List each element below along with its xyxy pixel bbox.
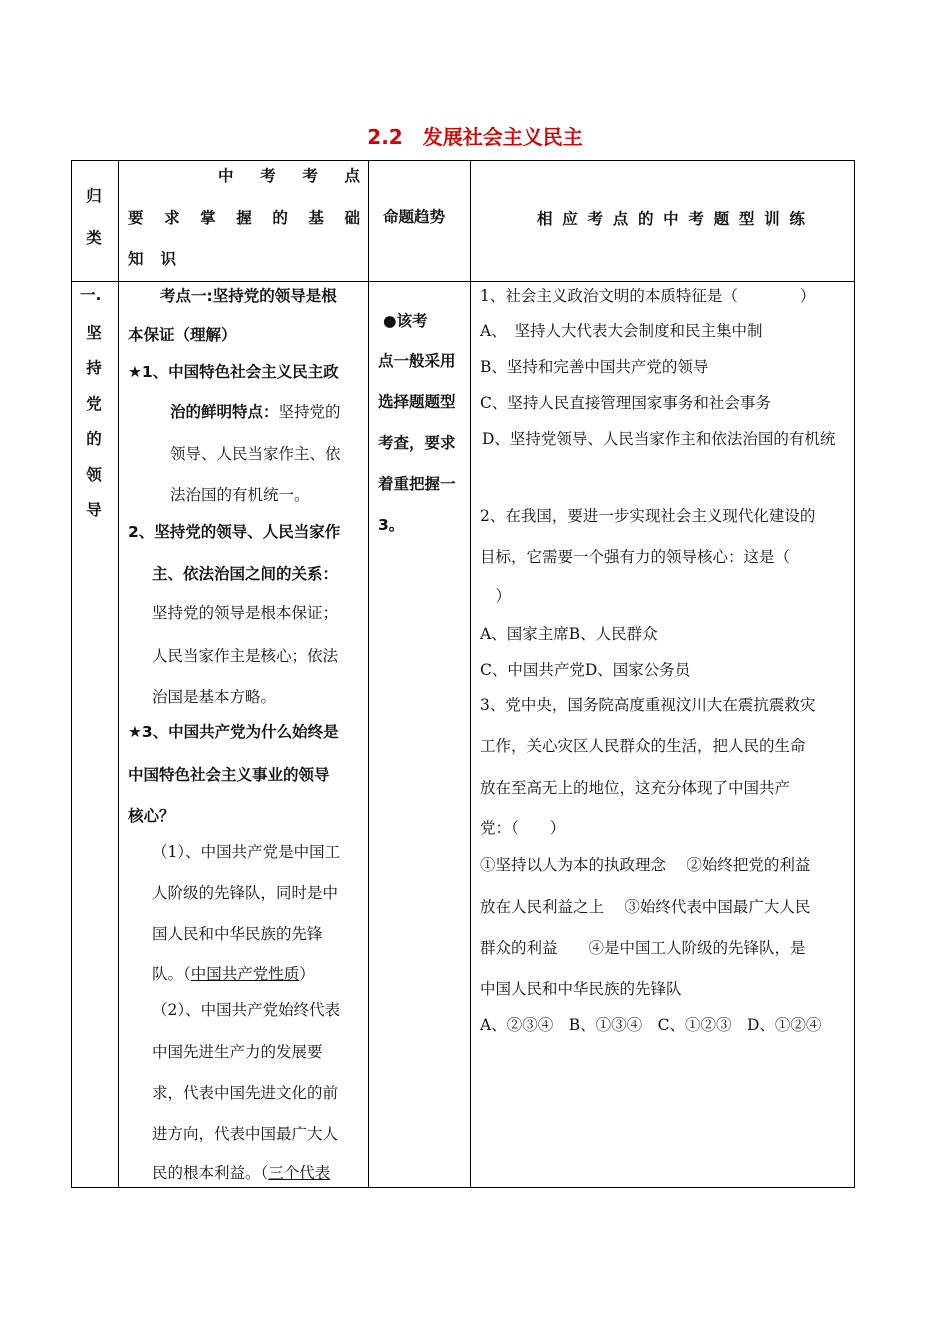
trend-line: 3。 [378,516,405,534]
header-questions [537,207,805,229]
question-1-option: A、 坚持人大代表大会制度和民主集中制 [480,322,763,340]
knowledge-line: 人阶级的先锋队，同时是中 [152,884,339,902]
three-represents-note: 三个代表 [268,1164,331,1182]
header-knowledge-line1 [218,164,360,186]
category-char: 导 [86,501,102,519]
header-char: 求 [164,209,180,227]
knowledge-line: 治国是基本方略。 [152,688,277,706]
knowledge-line: 国人民和中华民族的先锋 [152,925,323,943]
knowledge-line: 法治国的有机统一。 [170,486,310,504]
question-2: 目标，它需要一个强有力的领导核心：这是（ [480,548,791,566]
trend-line: 考查，要求 [378,434,456,452]
table-col-divider-2 [368,160,369,1188]
header-char: 训 [764,210,780,228]
table-bottom-border [71,1187,855,1188]
question-1-option: D、坚持党领导、人民当家作主和依法治国的有机统 [482,430,836,448]
knowledge-text: 坚持党的 [278,403,341,421]
header-char: 相 [537,210,553,228]
header-char: 础 [344,209,360,227]
header-char: 练 [789,210,805,228]
category-char: 坚 [86,324,102,342]
knowledge-line: 中国先进生产力的发展要 [152,1043,323,1061]
knowledge-line: 进方向，代表中国最广大人 [152,1125,339,1143]
header-char: 考 [260,167,276,185]
header-char: 型 [738,210,755,228]
header-char: 考 [302,167,318,185]
header-char: 考 [688,210,704,228]
trend-line: 选择题题型 [378,393,456,411]
question-2: ） [480,587,512,605]
knowledge-line: 坚持党的领导是根本保证； [152,604,339,622]
header-char: 考 [587,210,603,228]
knowledge-line [152,964,315,984]
header-char: 的 [637,210,654,228]
knowledge-text: 治的鲜明特点： [170,403,279,421]
knowledge-line: 本保证（理解） [128,326,237,344]
trend-line: 点一般采用 [378,352,456,370]
question-3-statement: 放在人民利益之上 ③始终代表中国最广大人民 [480,898,811,916]
knowledge-line [170,402,341,422]
question-2-option: A、国家主席B、人民群众 [480,625,658,643]
table-header-divider [71,281,855,282]
knowledge-line: ★3、中国共产党为什么始终是 [128,723,339,741]
question-3: 党：（ ） [480,819,566,837]
header-char: 的 [272,209,288,227]
knowledge-line: 人民当家作主是核心；依法 [152,647,339,665]
header-char: 握 [236,209,252,227]
knowledge-line: 求，代表中国先进文化的前 [152,1084,339,1102]
header-char: 应 [562,210,578,228]
table-top-border [71,160,855,161]
question-3: 工作，关心灾区人民群众的生活，把人民的生命 [480,737,806,755]
header-char: 识 [160,250,176,268]
header-char: 点 [612,210,629,228]
header-category-char: 类 [86,229,102,247]
knowledge-line: 2、坚持党的领导、人民当家作 [128,523,341,541]
trend-line: ●该考 [383,312,428,330]
header-char: 点 [344,167,360,185]
question-3-statement: 中国人民和中华民族的先锋队 [480,980,682,998]
category-char: 持 [86,359,102,377]
header-category-char: 归 [86,187,102,205]
question-3-statement: 群众的利益 ④是中国工人阶级的先锋队，是 [480,939,806,957]
knowledge-line: 中国特色社会主义事业的领导 [128,766,330,784]
header-char: 题 [713,210,730,228]
question-2: 2、在我国，要进一步实现社会主义现代化建设的 [480,507,816,525]
question-1-option: C、坚持人民直接管理国家事务和社会事务 [480,394,771,412]
knowledge-text: ） [299,965,315,983]
header-char: 中 [663,210,679,228]
trend-line: 着重把握一 [378,475,456,493]
question-2-option: C、中国共产党D、国家公务员 [480,661,691,679]
question-3: 放在至高无上的地位，这充分体现了中国共产 [480,779,791,797]
header-char: 要 [128,209,144,227]
question-1-option: B、坚持和完善中国共产党的领导 [480,358,709,376]
knowledge-line [152,1163,330,1183]
category-char: 的 [86,430,102,448]
header-char: 掌 [200,209,216,227]
knowledge-line: 主、依法治国之间的关系： [152,565,339,583]
knowledge-line: ★1、中国特色社会主义民主政 [128,363,339,381]
header-char: 基 [308,209,324,227]
header-char: 知 [128,250,144,268]
knowledge-line: 考点一:坚持党的领导是根 [160,287,337,305]
table-left-border [71,160,72,1188]
knowledge-line: （2）、中国共产党始终代表 [152,1001,341,1019]
header-trend: 命题趋势 [383,208,446,226]
category-number: 一. [80,286,102,304]
category-char: 领 [86,466,102,484]
question-3-answers: A、②③④ B、①③④ C、①②③ D、①②④ [480,1016,822,1034]
table-right-border [854,160,855,1188]
knowledge-line: （1）、中国共产党是中国工 [152,843,341,861]
party-nature-note: 中国共产党性质 [190,965,300,983]
question-1: 1、社会主义政治文明的本质特征是（ ） [480,287,816,305]
page-title: 2.2 发展社会主义民主 [367,125,583,149]
table-col-divider-3 [470,160,471,1188]
question-3: 3、党中央，国务院高度重视汶川大在震抗震救灾 [480,696,816,714]
category-char: 党 [86,395,102,413]
table-col-divider-1 [118,160,119,1188]
knowledge-line: 领导、人民当家作主、依 [170,445,341,463]
knowledge-line: 核心？ [128,807,175,825]
knowledge-text: 队。（ [152,965,191,983]
header-char: 中 [218,167,234,185]
question-3-statement: ①坚持以人为本的执政理念 ②始终把党的利益 [480,856,811,874]
header-knowledge-line2 [128,206,360,228]
knowledge-text: 民的根本利益。（ [152,1164,269,1182]
header-knowledge-line3 [128,247,176,269]
